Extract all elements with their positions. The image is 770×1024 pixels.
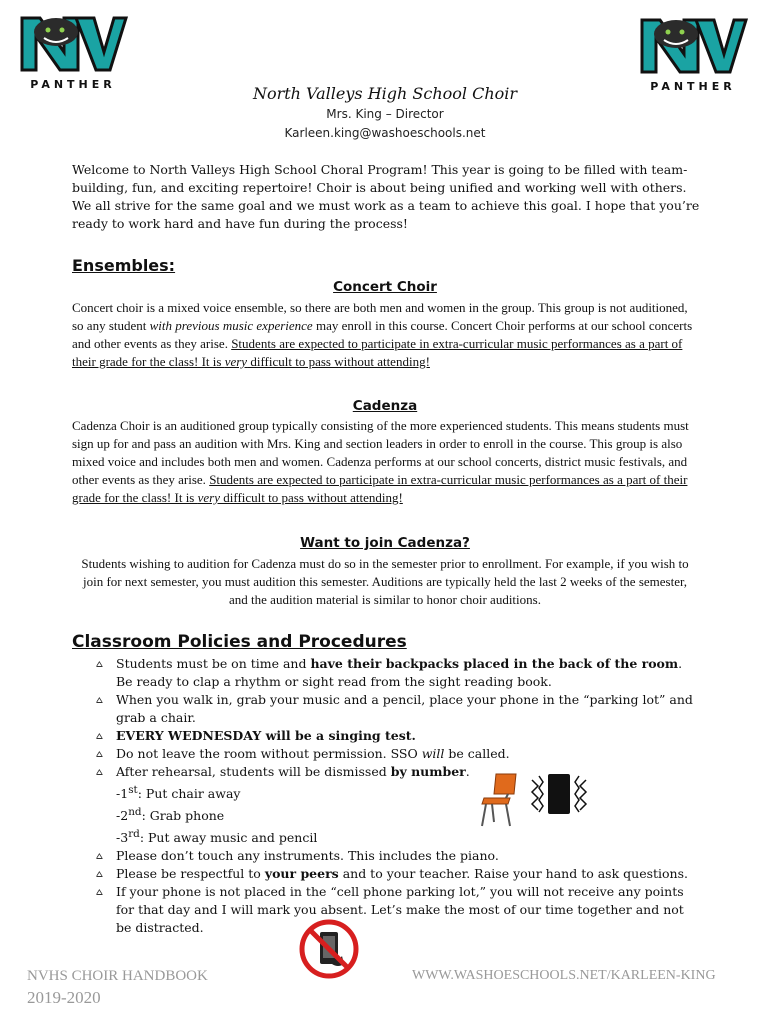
list-item: ⩟ After rehearsal, students will be dismissed by number. (96, 764, 470, 779)
policies-list (96, 655, 700, 937)
list-item: ⩟ Please don’t touch any instruments. This includes the piano. (96, 848, 499, 864)
nv-logo-icon (638, 14, 748, 80)
list-item: ⩟ When you walk in, grab your music and a pencil, place your phone in the “parking lot” and grab a chair. (96, 692, 693, 725)
page-title: North Valleys High School Choir (252, 84, 518, 103)
bullet-icon: ⩟ (96, 747, 103, 760)
list-item: ⩟ Do not leave the room without permission. SSO will be called. (96, 746, 510, 761)
nv-logo-icon (18, 12, 128, 78)
cadenza-text: Cadenza Choir is an auditioned group typically consisting of the more experienced students. This means students must sign up for and pass an audition with Mrs. King and section leaders in order to enroll in the course. This group is also mixed voice and includes both men and women. Cadenza performs at our school concerts, district music festivals, and other events as they arise. Students are expected to participate in extra-curricular music performances as a part of their grade for the class! It is very difficult to pass without attending! (72, 418, 689, 505)
dismiss-step-1: -1st: Put chair away (116, 784, 241, 802)
panther-logo-right (638, 14, 748, 94)
ensembles-heading: Ensembles: (72, 256, 176, 275)
bullet-icon: ⩟ (96, 849, 103, 863)
footer-handbook: NVHS CHOIR HANDBOOK (27, 968, 208, 984)
panther-logo-left (18, 12, 128, 92)
dismiss-step-3: -3rd: Put away music and pencil (116, 828, 318, 846)
no-phone-icon (298, 918, 360, 980)
logo-label: PANTHER (650, 80, 736, 93)
list-item: ⩟ If your phone is not placed in the “cell phone parking lot,” you will not receive any points for that day and I will mark you absent. Let’s make the most of our time together and not be distracted. (96, 884, 684, 936)
intro-paragraph: Welcome to North Valleys High School Choral Program! This year is going to be filled with team-building, fun, and exciting repertoire! Choir is about being unified and working well with others. We all strive for the same goal and we must work as a team to achieve this goal. I hope that you’re ready to work hard and have fun during the process! (72, 162, 700, 231)
join-cadenza-text: Students wishing to audition for Cadenza must do so in the semester prior to enrollment. For example, if you wish to join for next semester, you must audition this semester. Auditions are typically held the last 2 weeks of the semester, and the audition material is similar to honor choir auditions. (81, 556, 689, 607)
director-email[interactable]: Karleen.king@washoeschools.net (284, 126, 486, 140)
phone-vibrating-icon (528, 770, 590, 820)
director-line: Mrs. King – Director (326, 107, 444, 121)
list-item: ⩟ Please be respectful to your peers and to your teacher. Raise your hand to ask questions. (96, 866, 688, 882)
concert-choir-text: Concert choir is a mixed voice ensemble, so there are both men and women in the group. This group is not auditioned, so any student with previous music experience may enroll in this course. Concert Choir performs at our school concerts and other events as they arise. Students are expected to participate in extra-curricular music performances as a part of their grade for the class! It is very difficult to pass without attending! (72, 300, 693, 369)
logo-label: PANTHER (30, 78, 116, 91)
bullet-icon: ⩟ (96, 885, 103, 899)
bullet-icon: ⩟ (96, 765, 103, 778)
bullet-icon: ⩟ (96, 657, 103, 670)
cadenza-heading: Cadenza (352, 398, 418, 414)
bullet-icon: ⩟ (96, 729, 103, 742)
policies-heading: Classroom Policies and Procedures (72, 632, 407, 652)
chair-icon (478, 772, 520, 828)
join-cadenza-heading: Want to join Cadenza? (300, 535, 470, 551)
list-item: ⩟ Students must be on time and have their backpacks placed in the back of the room. Be ready to clap a rhythm or sight read from the sight reading book. (96, 656, 683, 689)
bullet-icon: ⩟ (96, 867, 103, 881)
bullet-icon: ⩟ (96, 693, 103, 706)
footer-website[interactable]: WWW.WASHOESCHOOLS.NET/KARLEEN-KING (412, 968, 716, 983)
concert-choir-heading: Concert Choir (333, 279, 437, 295)
dismiss-step-2: -2nd: Grab phone (116, 806, 225, 824)
list-item: ⩟ EVERY WEDNESDAY will be a singing test. (96, 728, 416, 743)
footer-year: 2019-2020 (27, 988, 101, 1007)
